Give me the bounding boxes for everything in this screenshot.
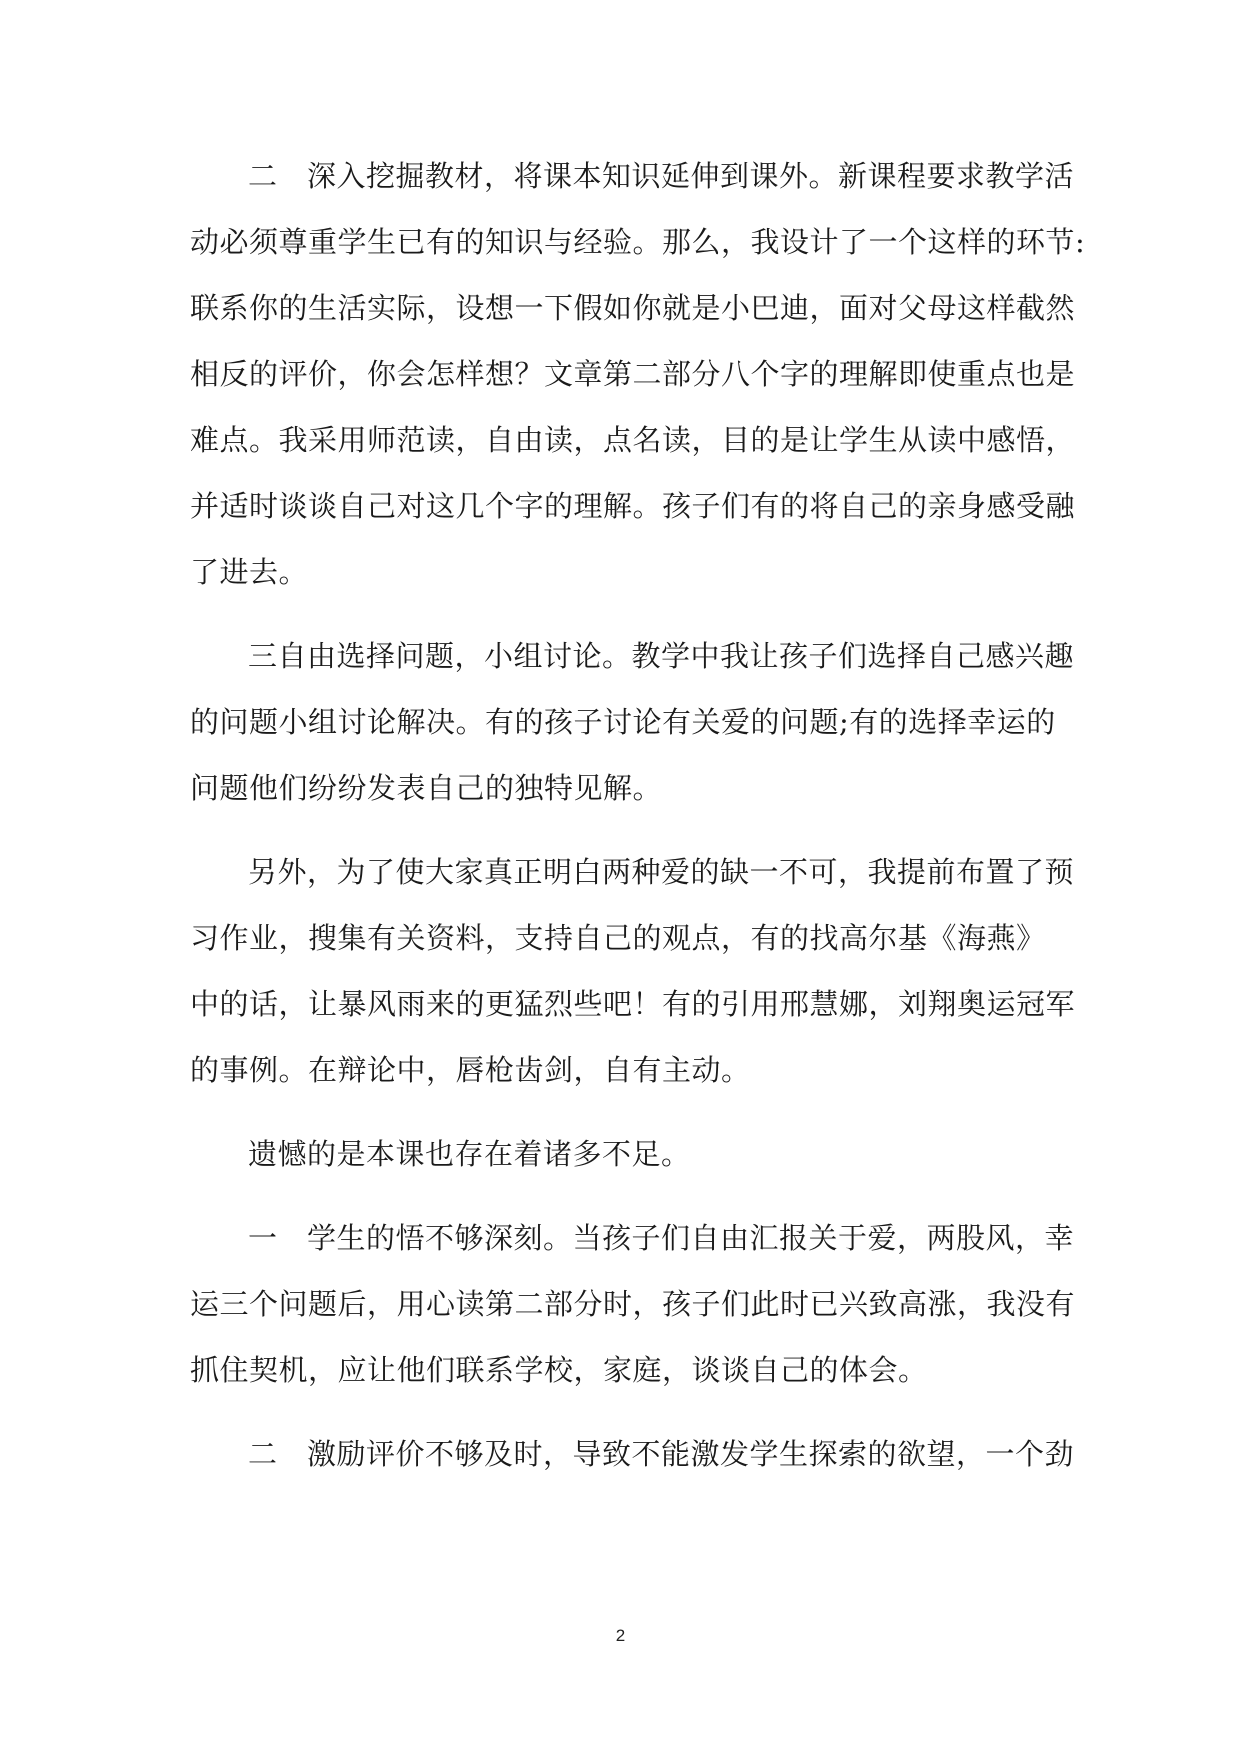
text-line: 中的话，让暴风雨来的更猛烈些吧！有的引用邢慧娜，刘翔奥运冠军 xyxy=(190,987,1076,1021)
text-line: 的问题小组讨论解决。有的孩子讨论有关爱的问题;有的选择幸运的 xyxy=(190,705,1056,739)
paragraph-1 xyxy=(190,143,1086,605)
text-line: 并适时谈谈自己对这几个字的理解。孩子们有的将自己的亲身感受融 xyxy=(190,489,1076,523)
text-line: 问题他们纷纷发表自己的独特见解。 xyxy=(190,771,663,805)
text-line: 动必须尊重学生已有的知识与经验。那么，我设计了一个这样的环节: xyxy=(190,225,1086,259)
text-line: 一 学生的悟不够深刻。当孩子们自由汇报关于爱，两股风，幸 xyxy=(248,1221,1075,1255)
paragraph-6 xyxy=(190,1421,1075,1487)
paragraph-3 xyxy=(190,839,1076,1103)
page-number: 2 xyxy=(615,1626,626,1645)
text-line: 三自由选择问题，小组讨论。教学中我让孩子们选择自己感兴趣 xyxy=(248,639,1075,673)
text-line: 运三个问题后，用心读第二部分时，孩子们此时已兴致高涨，我没有 xyxy=(190,1287,1076,1321)
text-line: 相反的评价，你会怎样想？文章第二部分八个字的理解即使重点也是 xyxy=(190,357,1076,391)
text-line: 抓住契机，应让他们联系学校，家庭，谈谈自己的体会。 xyxy=(190,1353,928,1387)
text-line: 难点。我采用师范读，自由读，点名读，目的是让学生从读中感悟， xyxy=(190,423,1076,457)
text-line: 了进去。 xyxy=(190,555,309,589)
text-line: 联系你的生活实际，设想一下假如你就是小巴迪，面对父母这样截然 xyxy=(190,291,1076,325)
text-line: 二 激励评价不够及时，导致不能激发学生探索的欲望，一个劲 xyxy=(248,1437,1075,1471)
paragraph-4 xyxy=(190,1121,1060,1187)
text-line: 习作业，搜集有关资料，支持自己的观点，有的找高尔基《海燕》 xyxy=(190,921,1046,955)
text-line: 另外，为了使大家真正明白两种爱的缺一不可，我提前布置了预 xyxy=(248,855,1075,889)
body-text xyxy=(190,143,1086,1505)
text-line: 的事例。在辩论中，唇枪齿剑，自有主动。 xyxy=(190,1053,751,1087)
text-line: 遗憾的是本课也存在着诸多不足。 xyxy=(248,1137,691,1171)
paragraph-5 xyxy=(190,1205,1076,1403)
paragraph-2 xyxy=(190,623,1075,821)
text-line: 二 深入挖掘教材，将课本知识延伸到课外。新课程要求教学活 xyxy=(248,159,1075,193)
